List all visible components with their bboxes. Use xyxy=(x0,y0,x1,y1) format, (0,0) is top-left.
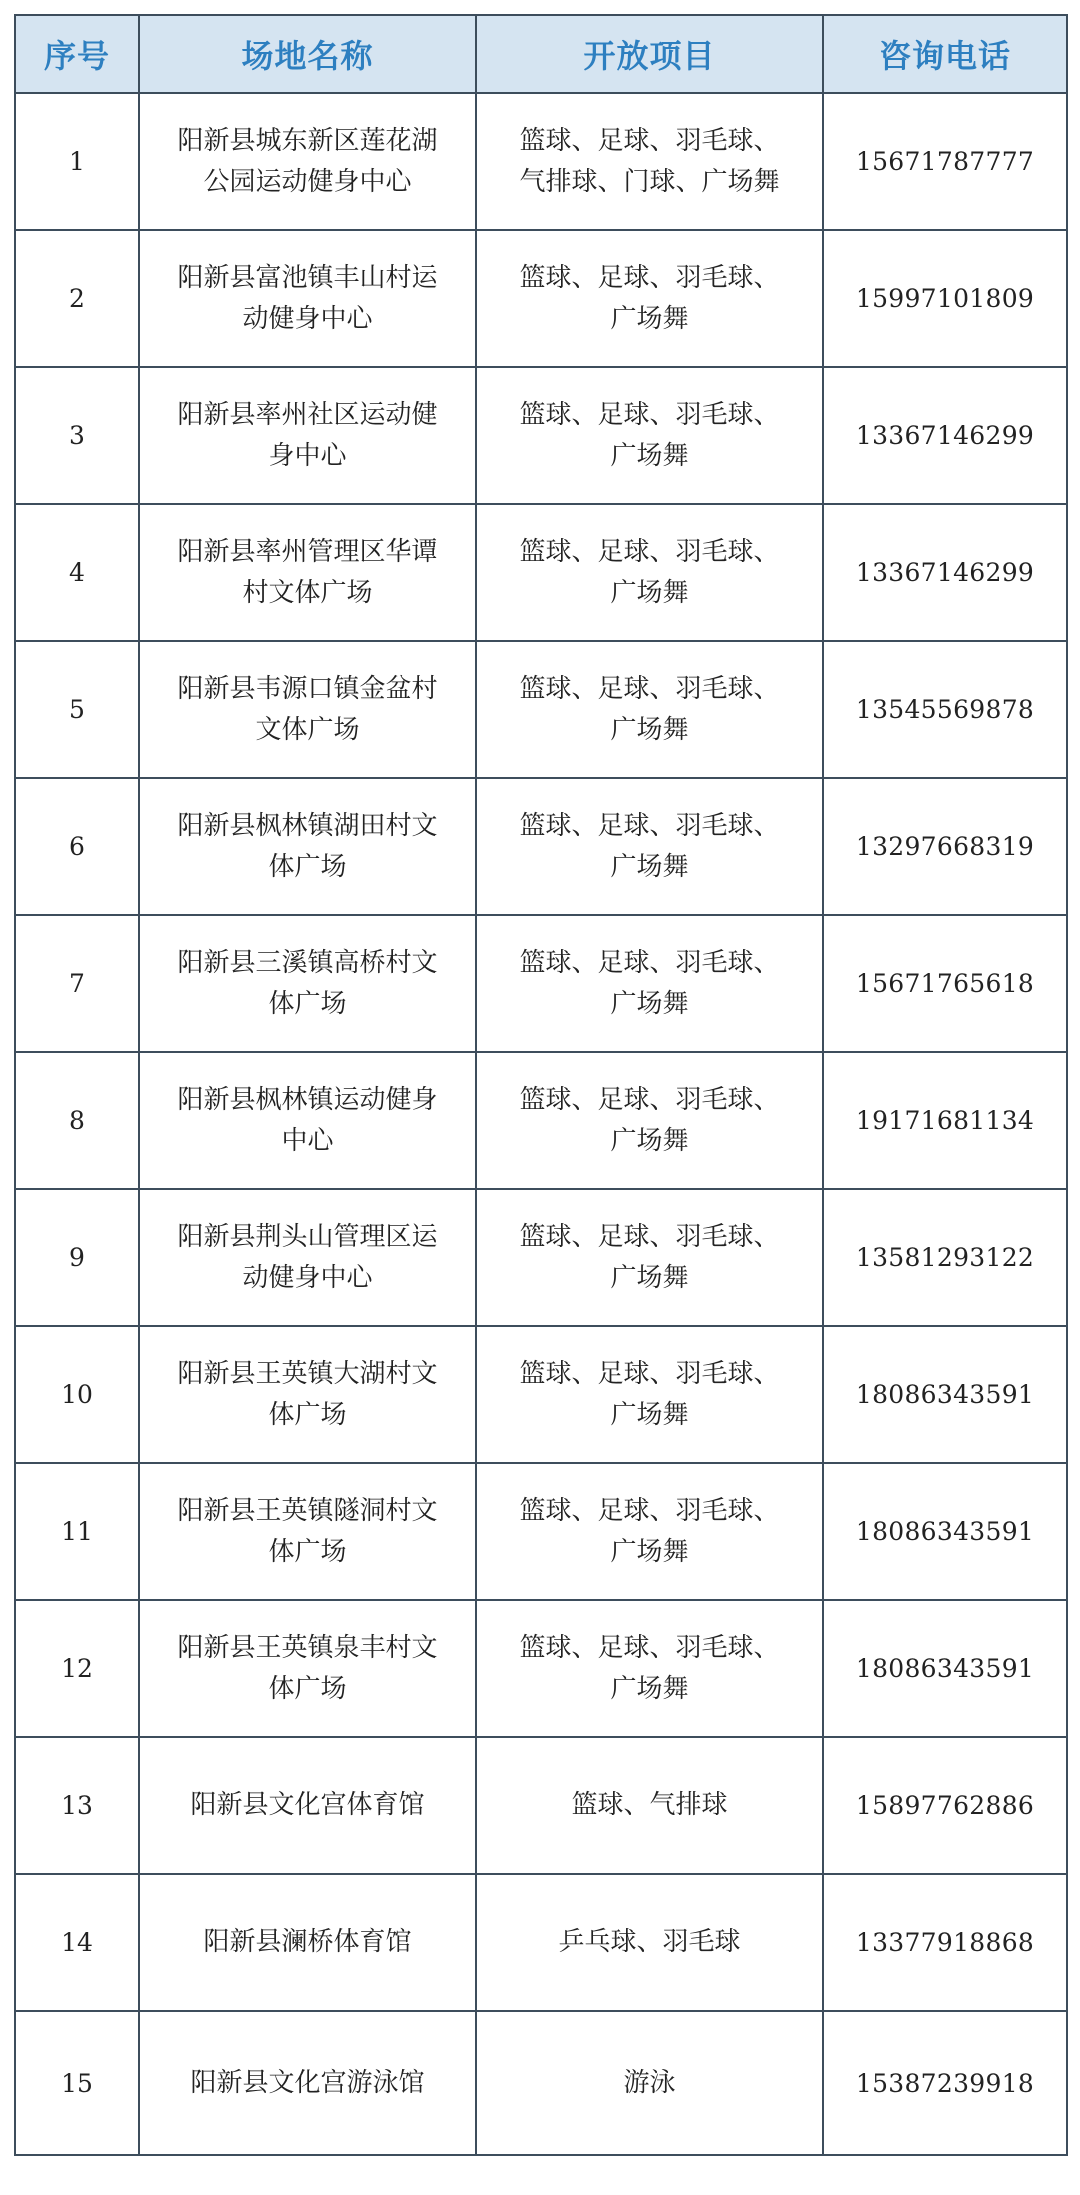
venue-name-text xyxy=(190,1785,424,1826)
venue-name-line: 阳新县枫林镇湖田村文 xyxy=(177,810,438,841)
table-row xyxy=(15,1874,1067,2011)
cell-venue-name xyxy=(139,641,476,778)
cell-phone: 18086343591 xyxy=(823,1463,1067,1600)
open-items-text xyxy=(519,806,779,888)
venue-name-text xyxy=(177,258,437,340)
venue-name-line: 体广场 xyxy=(268,1673,347,1704)
open-items-line: 广场舞 xyxy=(610,1125,689,1156)
cell-open-items xyxy=(476,1189,823,1326)
open-items-text xyxy=(623,2063,675,2104)
open-items-text xyxy=(519,1080,779,1162)
venue-name-text xyxy=(177,1080,437,1162)
venue-name-line: 公园运动健身中心 xyxy=(203,166,412,197)
cell-open-items xyxy=(476,915,823,1052)
cell-serial-number: 15 xyxy=(15,2011,139,2155)
open-items-text xyxy=(519,669,779,751)
venue-name-line: 阳新县王英镇大湖村文 xyxy=(177,1358,438,1389)
venue-name-line: 体广场 xyxy=(268,851,347,882)
header-venue-name: 场地名称 xyxy=(139,15,476,93)
venue-name-line: 阳新县城东新区莲花湖 xyxy=(177,125,438,156)
cell-phone: 15997101809 xyxy=(823,230,1067,367)
venue-table-container xyxy=(14,14,1066,2156)
venue-name-line: 阳新县韦源口镇金盆村 xyxy=(177,673,438,704)
open-items-line: 篮球、足球、羽毛球、 xyxy=(519,125,780,156)
open-items-line: 篮球、足球、羽毛球、 xyxy=(519,1084,780,1115)
cell-open-items xyxy=(476,1326,823,1463)
cell-open-items xyxy=(476,1600,823,1737)
venue-name-line: 阳新县三溪镇高桥村文 xyxy=(177,947,438,978)
venue-name-line: 阳新县澜桥体育馆 xyxy=(203,1927,412,1957)
cell-phone: 13367146299 xyxy=(823,367,1067,504)
open-items-line: 篮球、足球、羽毛球、 xyxy=(519,399,780,430)
venue-name-line: 阳新县荆头山管理区运 xyxy=(177,1221,438,1252)
open-items-text xyxy=(519,258,779,340)
open-items-text xyxy=(519,395,779,477)
open-items-line: 篮球、足球、羽毛球、 xyxy=(519,673,780,704)
venue-name-line: 身中心 xyxy=(268,440,347,471)
cell-venue-name xyxy=(139,1874,476,2011)
cell-open-items xyxy=(476,93,823,230)
cell-venue-name xyxy=(139,2011,476,2155)
table-row xyxy=(15,1737,1067,1874)
cell-venue-name xyxy=(139,93,476,230)
table-row xyxy=(15,778,1067,915)
cell-open-items xyxy=(476,641,823,778)
open-items-line: 广场舞 xyxy=(610,714,689,745)
venue-name-line: 阳新县率州管理区华谭 xyxy=(177,536,438,567)
cell-phone: 18086343591 xyxy=(823,1600,1067,1737)
open-items-line: 广场舞 xyxy=(610,988,689,1019)
open-items-line: 篮球、足球、羽毛球、 xyxy=(519,1632,780,1663)
venue-name-text xyxy=(190,2063,424,2104)
cell-serial-number: 4 xyxy=(15,504,139,641)
venue-name-line: 动健身中心 xyxy=(242,1262,373,1293)
table-row xyxy=(15,230,1067,367)
open-items-text xyxy=(519,532,779,614)
cell-open-items xyxy=(476,778,823,915)
open-items-text xyxy=(558,1922,740,1963)
cell-venue-name xyxy=(139,230,476,367)
open-items-text xyxy=(519,1491,779,1573)
cell-serial-number: 8 xyxy=(15,1052,139,1189)
open-items-line: 篮球、气排球 xyxy=(571,1790,728,1820)
venue-name-line: 阳新县王英镇泉丰村文 xyxy=(177,1632,438,1663)
open-items-line: 篮球、足球、羽毛球、 xyxy=(519,262,780,293)
table-row xyxy=(15,93,1067,230)
open-items-text xyxy=(519,121,779,203)
venue-name-line: 体广场 xyxy=(268,988,347,1019)
cell-venue-name xyxy=(139,1600,476,1737)
open-items-text xyxy=(519,943,779,1025)
cell-serial-number: 3 xyxy=(15,367,139,504)
table-row xyxy=(15,1052,1067,1189)
cell-open-items xyxy=(476,1052,823,1189)
table-row xyxy=(15,641,1067,778)
cell-phone: 15387239918 xyxy=(823,2011,1067,2155)
table-row xyxy=(15,915,1067,1052)
venue-table xyxy=(14,14,1068,2156)
header-phone: 咨询电话 xyxy=(823,15,1067,93)
cell-serial-number: 9 xyxy=(15,1189,139,1326)
venue-name-line: 阳新县文化宫体育馆 xyxy=(190,1790,425,1820)
table-row xyxy=(15,1463,1067,1600)
venue-name-text xyxy=(203,1922,411,1963)
cell-phone: 13581293122 xyxy=(823,1189,1067,1326)
table-row xyxy=(15,367,1067,504)
open-items-line: 篮球、足球、羽毛球、 xyxy=(519,947,780,978)
venue-name-text xyxy=(177,1628,437,1710)
cell-phone: 13545569878 xyxy=(823,641,1067,778)
venue-name-text xyxy=(177,669,437,751)
table-body xyxy=(15,93,1067,2155)
venue-name-line: 阳新县富池镇丰山村运 xyxy=(177,262,438,293)
venue-name-text xyxy=(177,1354,437,1436)
venue-name-text xyxy=(177,395,437,477)
cell-venue-name xyxy=(139,915,476,1052)
cell-open-items xyxy=(476,367,823,504)
open-items-line: 广场舞 xyxy=(610,577,689,608)
cell-phone: 18086343591 xyxy=(823,1326,1067,1463)
table-row xyxy=(15,2011,1067,2155)
cell-open-items xyxy=(476,504,823,641)
cell-serial-number: 2 xyxy=(15,230,139,367)
cell-serial-number: 10 xyxy=(15,1326,139,1463)
open-items-text xyxy=(519,1354,779,1436)
header-open-items: 开放项目 xyxy=(476,15,823,93)
cell-venue-name xyxy=(139,778,476,915)
table-header-row xyxy=(15,15,1067,93)
open-items-line: 广场舞 xyxy=(610,851,689,882)
open-items-text xyxy=(519,1217,779,1299)
open-items-line: 篮球、足球、羽毛球、 xyxy=(519,1495,780,1526)
cell-serial-number: 13 xyxy=(15,1737,139,1874)
cell-venue-name xyxy=(139,1189,476,1326)
cell-serial-number: 6 xyxy=(15,778,139,915)
venue-name-line: 中心 xyxy=(281,1125,334,1156)
table-row xyxy=(15,1326,1067,1463)
venue-name-line: 阳新县王英镇隧洞村文 xyxy=(177,1495,438,1526)
cell-serial-number: 5 xyxy=(15,641,139,778)
header-serial-number: 序号 xyxy=(15,15,139,93)
open-items-line: 乒乓球、羽毛球 xyxy=(558,1927,741,1957)
cell-phone: 13377918868 xyxy=(823,1874,1067,2011)
open-items-line: 广场舞 xyxy=(610,1399,689,1430)
venue-name-text xyxy=(177,1491,437,1573)
venue-name-line: 阳新县文化宫游泳馆 xyxy=(190,2067,425,2098)
open-items-text xyxy=(571,1785,727,1826)
cell-open-items xyxy=(476,1737,823,1874)
open-items-text xyxy=(519,1628,779,1710)
venue-name-text xyxy=(177,121,437,203)
venue-name-line: 阳新县率州社区运动健 xyxy=(177,399,438,430)
open-items-line: 广场舞 xyxy=(610,1536,689,1567)
venue-name-text xyxy=(177,532,437,614)
cell-phone: 13367146299 xyxy=(823,504,1067,641)
cell-open-items xyxy=(476,1463,823,1600)
cell-phone: 15671787777 xyxy=(823,93,1067,230)
cell-venue-name xyxy=(139,504,476,641)
open-items-line: 广场舞 xyxy=(610,440,689,471)
table-row xyxy=(15,1600,1067,1737)
cell-open-items xyxy=(476,230,823,367)
cell-venue-name xyxy=(139,1463,476,1600)
venue-name-line: 动健身中心 xyxy=(242,303,373,334)
table-row xyxy=(15,1189,1067,1326)
cell-venue-name xyxy=(139,1326,476,1463)
open-items-line: 篮球、足球、羽毛球、 xyxy=(519,810,780,841)
open-items-line: 游泳 xyxy=(623,2067,676,2098)
venue-name-text xyxy=(177,1217,437,1299)
cell-serial-number: 1 xyxy=(15,93,139,230)
open-items-line: 篮球、足球、羽毛球、 xyxy=(519,1221,780,1252)
venue-name-line: 文体广场 xyxy=(255,714,360,745)
cell-serial-number: 14 xyxy=(15,1874,139,2011)
venue-name-line: 体广场 xyxy=(268,1536,347,1567)
cell-venue-name xyxy=(139,367,476,504)
open-items-line: 广场舞 xyxy=(610,303,689,334)
cell-serial-number: 11 xyxy=(15,1463,139,1600)
cell-phone: 13297668319 xyxy=(823,778,1067,915)
venue-name-line: 阳新县枫林镇运动健身 xyxy=(177,1084,438,1115)
cell-phone: 15897762886 xyxy=(823,1737,1067,1874)
venue-name-text xyxy=(177,943,437,1025)
open-items-line: 篮球、足球、羽毛球、 xyxy=(519,1358,780,1389)
open-items-line: 篮球、足球、羽毛球、 xyxy=(519,536,780,567)
cell-open-items xyxy=(476,1874,823,2011)
cell-serial-number: 7 xyxy=(15,915,139,1052)
venue-name-line: 村文体广场 xyxy=(242,577,373,608)
open-items-line: 气排球、门球、广场舞 xyxy=(519,166,780,197)
open-items-line: 广场舞 xyxy=(610,1673,689,1704)
cell-phone: 15671765618 xyxy=(823,915,1067,1052)
cell-open-items xyxy=(476,2011,823,2155)
open-items-line: 广场舞 xyxy=(610,1262,689,1293)
cell-venue-name xyxy=(139,1052,476,1189)
table-row xyxy=(15,504,1067,641)
cell-venue-name xyxy=(139,1737,476,1874)
venue-name-line: 体广场 xyxy=(268,1399,347,1430)
venue-name-text xyxy=(177,806,437,888)
cell-serial-number: 12 xyxy=(15,1600,139,1737)
cell-phone: 19171681134 xyxy=(823,1052,1067,1189)
